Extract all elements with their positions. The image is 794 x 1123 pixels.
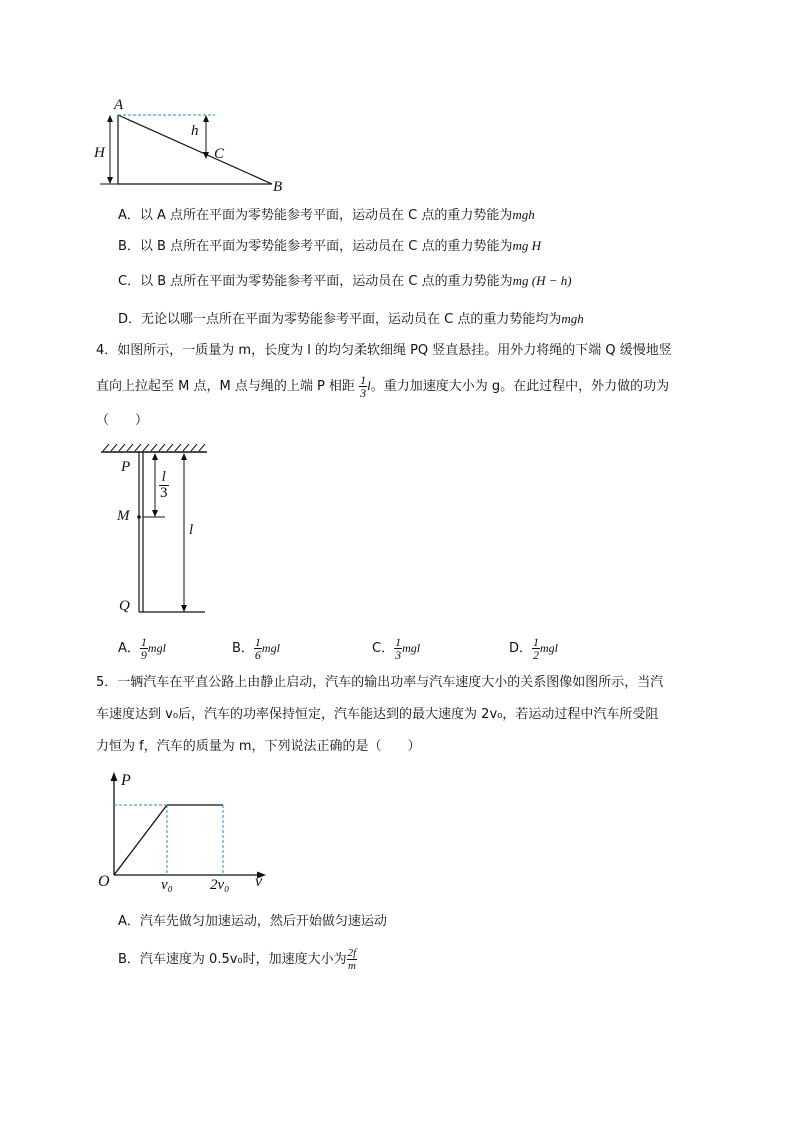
q5-option-b[interactable]: B．汽车速度为 0.5v₀时，加速度大小为 $\frac{2f}{m}$ xyxy=(118,947,357,972)
figure-incline xyxy=(90,95,290,195)
origin-label: O xyxy=(98,873,110,890)
point-b-label: B xyxy=(273,179,283,195)
rope-diagram xyxy=(95,440,225,625)
q3-option-c[interactable]: C．以 B 点所在平面为零势能参考平面，运动员在 C 点的重力势能为mg (H − h) xyxy=(118,273,572,289)
q3-option-a[interactable]: A．以 A 点所在平面为零势能参考平面，运动员在 C 点的重力势能为mgh xyxy=(118,207,535,223)
q5-stem-line2: 车速度达到 v₀后，汽车的功率保持恒定，汽车能达到的最大速度为 2v₀，若运动过程中汽车所受阻 xyxy=(96,707,659,722)
height-H-label: H xyxy=(94,145,105,161)
q4-stem-line2: 直向上拉起至 M 点，M 点与绳的上端 P 相距 $\frac{1}{3}$ l。重力加速度大小为 g。在此过程中，外力做的功为 xyxy=(96,373,670,400)
q3-option-d[interactable]: D．无论以哪一点所在平面为零势能参考平面，运动员在 C 点的重力势能均为mgh xyxy=(118,311,584,327)
point-m-label: M xyxy=(117,508,130,524)
axis-v-label: v xyxy=(255,873,263,890)
height-h-label: h xyxy=(191,123,199,139)
q4-stem-line1: 4．如图所示，一质量为 m，长度为 l 的均匀柔软细绳 PQ 竖直悬挂。用外力将绳的下端 Q 缓慢地竖 xyxy=(96,343,672,358)
length-l-label: l xyxy=(189,522,194,538)
q4-option-d[interactable]: D． $\frac{1}{2}$ mgl xyxy=(509,635,559,662)
v0-tick-label: v₀ xyxy=(161,877,173,893)
q5-option-a[interactable]: A．汽车先做匀加速运动，然后开始做匀速运动 xyxy=(118,914,387,929)
figure-power-velocity xyxy=(95,770,275,895)
figure-rope xyxy=(95,440,225,625)
q3-option-b[interactable]: B．以 B 点所在平面为零势能参考平面，运动员在 C 点的重力势能为mg H xyxy=(118,238,541,254)
l-over-3-label: $\frac{l}{3}$ xyxy=(160,469,168,501)
q5-stem-line3: 力恒为 f，汽车的质量为 m，下列说法正确的是（ ） xyxy=(96,739,421,754)
q5-stem-line1: 5．一辆汽车在平直公路上由静止启动，汽车的输出功率与汽车速度大小的关系图像如图所示，当汽 xyxy=(96,675,664,690)
q4-option-c[interactable]: C． $\frac{1}{3}$ mgl xyxy=(372,635,421,662)
axis-p-label: P xyxy=(121,772,131,789)
point-p-label: P xyxy=(121,459,131,475)
q4-fraction: $\frac{1}{3}$ xyxy=(360,373,367,400)
q4-option-a[interactable]: A． $\frac{1}{9}$ mgl xyxy=(118,635,166,662)
2v0-tick-label: 2v₀ xyxy=(210,877,230,893)
q4-option-b[interactable]: B． $\frac{1}{6}$ mgl xyxy=(232,635,280,662)
point-c-label: C xyxy=(214,146,225,162)
q4-answer-bracket: （ ） xyxy=(96,413,149,428)
point-a-label: A xyxy=(114,97,124,113)
point-q-label: Q xyxy=(119,598,130,614)
